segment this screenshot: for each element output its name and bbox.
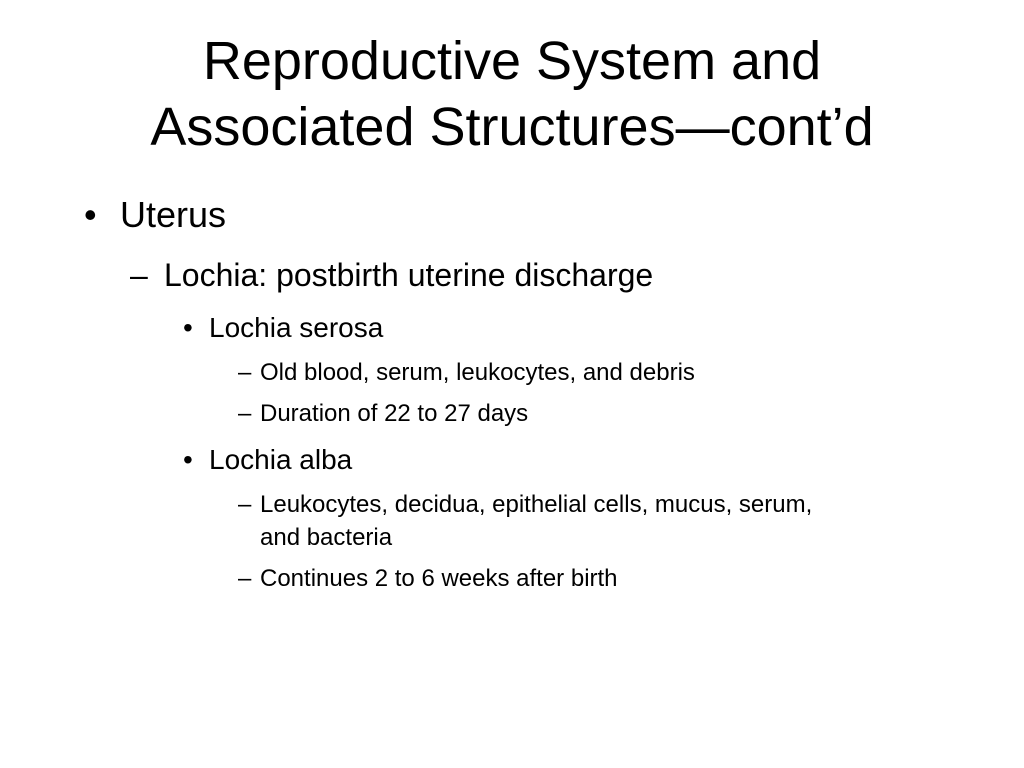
title-line-1: Reproductive System and	[202, 31, 822, 91]
title-line-2: Associated Structures—cont’d	[150, 97, 874, 157]
bullet-text: Continues 2 to 6 weeks after birth	[260, 565, 618, 592]
bullet-icon: •	[183, 312, 193, 343]
bullet-text: Duration of 22 to 27 days	[260, 400, 529, 427]
bullet-icon: •	[84, 194, 97, 235]
bullet-text: Lochia serosa	[209, 312, 384, 343]
dash-icon: –	[238, 400, 252, 427]
bullet-text-line-1: Leukocytes, decidua, epithelial cells, mucus, serum,	[260, 491, 813, 518]
bullet-text-line-2: and bacteria	[260, 524, 393, 551]
bullet-text: Lochia: postbirth uterine discharge	[164, 257, 654, 293]
dash-icon: –	[238, 359, 252, 386]
dash-icon: –	[238, 565, 252, 592]
bullet-text: Old blood, serum, leukocytes, and debris	[260, 359, 695, 386]
dash-icon: –	[130, 257, 148, 293]
bullet-icon: •	[183, 444, 193, 475]
dash-icon: –	[238, 491, 252, 518]
bullet-text: Lochia alba	[209, 444, 353, 475]
slide-title	[40, 28, 984, 160]
bullet-text: Uterus	[120, 194, 227, 235]
